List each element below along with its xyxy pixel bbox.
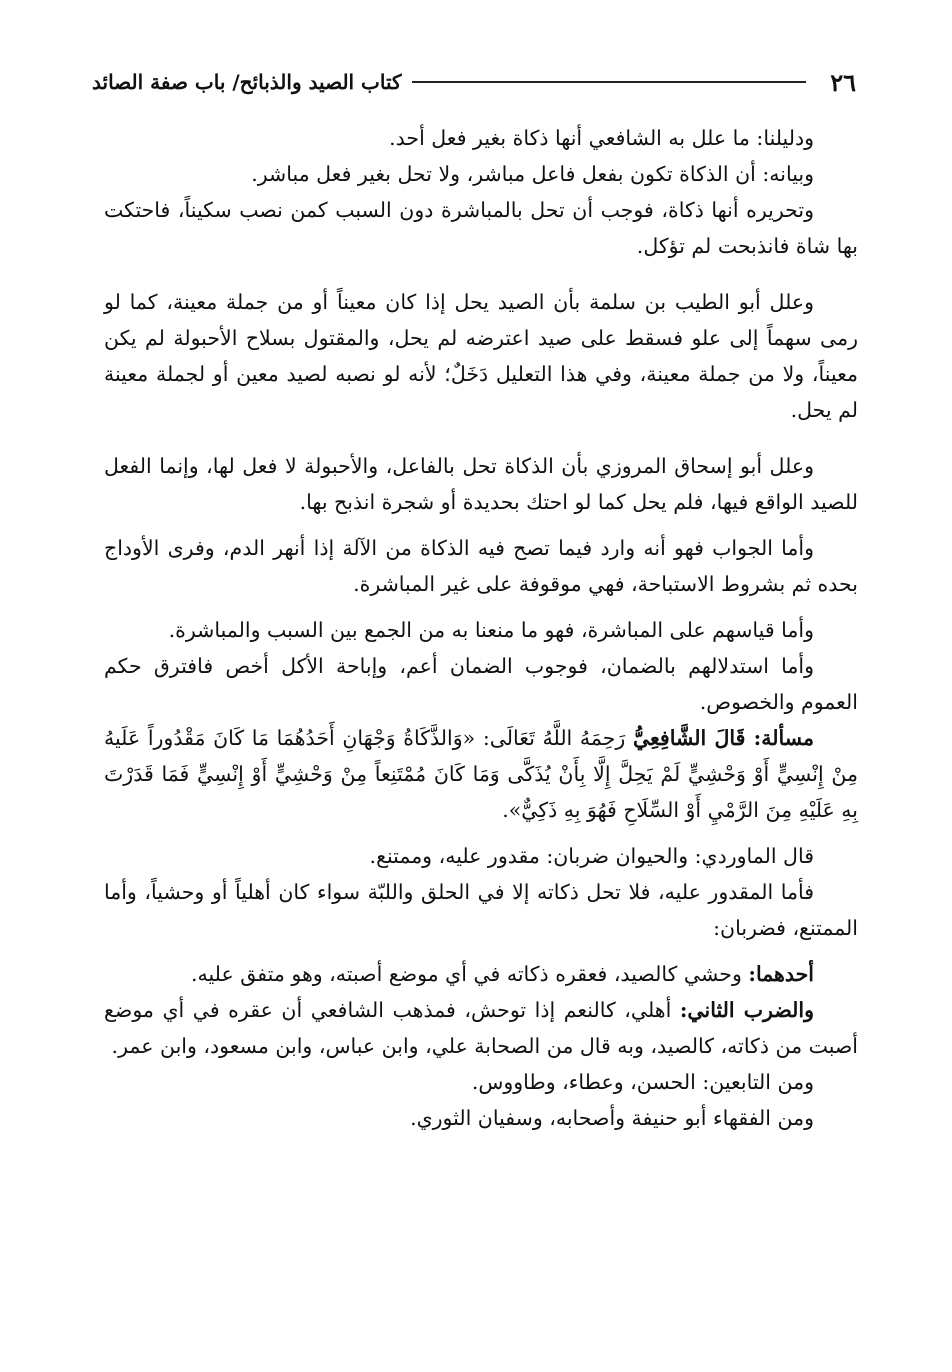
paragraph-text: فأما المقدور عليه، فلا تحل ذكاته إلا في الحلق واللبّة سواء كان أهلياً أو وحشياً، وأما الممتنع، فضربان: [104,880,858,940]
masala-paragraph [104,720,858,828]
paragraph-text: قال الماوردي: والحيوان ضربان: مقدور عليه، وممتنع. [369,844,814,868]
paragraph [104,1100,858,1136]
paragraph [104,1064,858,1100]
paragraph [104,448,858,520]
paragraph-text: وبيانه: أن الذكاة تكون بفعل فاعل مباشر، ولا تحل بغير فعل مباشر. [251,162,814,186]
paragraph-text: وعلل أبو الطيب بن سلمة بأن الصيد يحل إذا كان معيناً أو من جملة معينة، كما لو رمى سهماً إلى علو فسقط على صيد اعترضه لم يحل، والمقتول بسلاح الأحبولة لم يكن معيناً، ولا من جملة معينة، وفي هذا التعليل دَخَلٌ؛ لأنه لو نصبه لصيد معين أو لجملة معينة لم يحل. [104,290,858,422]
page-body [104,120,858,1136]
paragraph [104,120,858,156]
paragraph [104,284,858,428]
paragraph-text: رَحِمَهُ اللَّهُ تَعَالَى: «وَالذَّكَاةُ وَجْهَانِ أَحَدُهُمَا مَا كَانَ مَقْدُوراً عَلَيهُ مِنْ إِنْسِيٍّ أَوْ وَحْشِيٍّ لَمْ يَحِلَّ إِلَّا بِأَنْ يُذَكَّى وَمَا كَانَ مُمْتَنِعاً مِنْ وَحْشِيٍّ أَوْ إِنْسِيٍّ فَمَا قَدَرْتَ بِهِ عَلَيْهِ مِنَ الرَّمْيِ أَوْ السِّلَاحِ فَهُوَ بِهِ ذَكِيٌّ». [104,726,858,822]
paragraph [104,838,858,874]
paragraph-text: وأما الجواب فهو أنه وارد فيما تصح فيه الذكاة من الآلة إذا أنهر الدم، وفرى الأوداج بحده ثم بشروط الاستباحة، فهي موقوفة على غير المباشرة. [104,536,858,596]
paragraph-lead: أحدهما: [748,962,814,986]
paragraph [104,192,858,264]
paragraph [104,612,858,648]
running-title: كتاب الصيد والذبائح/ باب صفة الصائد [92,70,402,94]
paragraph-text: أهلي، كالنعم إذا توحش، فمذهب الشافعي أن عقره في أي موضع أصبت من ذكاته، كالصيد، وبه قال من الصحابة علي، وابن عباس، وابن مسعود، وابن عمر. [104,998,858,1058]
paragraph [104,992,858,1064]
paragraph-text: ودليلنا: ما علل به الشافعي أنها ذكاة بغير فعل أحد. [389,126,814,150]
paragraph-text: وعلل أبو إسحاق المروزي بأن الذكاة تحل بالفاعل، والأحبولة لا فعل لها، وإنما الفعل للصيد الواقع فيها، فلم يحل كما لو احتك بحديدة أو شجرة انذبح بها. [104,454,858,514]
page-number: ٢٦ [830,67,856,97]
paragraph-text: وحشي كالصيد، فعقره ذكاته في أي موضع أصبته، وهو متفق عليه. [190,962,749,986]
masala-heading: مسألة: قَالَ الشَّافِعِيُّ [632,726,814,750]
paragraph-text: ومن الفقهاء أبو حنيفة وأصحابه، وسفيان الثوري. [410,1106,814,1130]
paragraph [104,956,858,992]
header-rule [412,81,807,83]
paragraph [104,156,858,192]
paragraph [104,874,858,946]
paragraph-lead: والضرب الثاني: [679,998,814,1022]
paragraph-text: وأما استدلالهم بالضمان، فوجوب الضمان أعم، وإباحة الأكل أخص فافترق حكم العموم والخصوص. [104,654,858,714]
paragraph-text: وأما قياسهم على المباشرة، فهو ما منعنا به من الجمع بين السبب والمباشرة. [168,618,814,642]
page-header [92,64,856,100]
paragraph [104,530,858,602]
paragraph-text: وتحريره أنها ذكاة، فوجب أن تحل بالمباشرة دون السبب كمن نصب سكيناً، فاحتكت بها شاة فانذبحت لم تؤكل. [104,198,858,258]
paragraph [104,648,858,720]
paragraph-text: ومن التابعين: الحسن، وعطاء، وطاووس. [471,1070,814,1094]
